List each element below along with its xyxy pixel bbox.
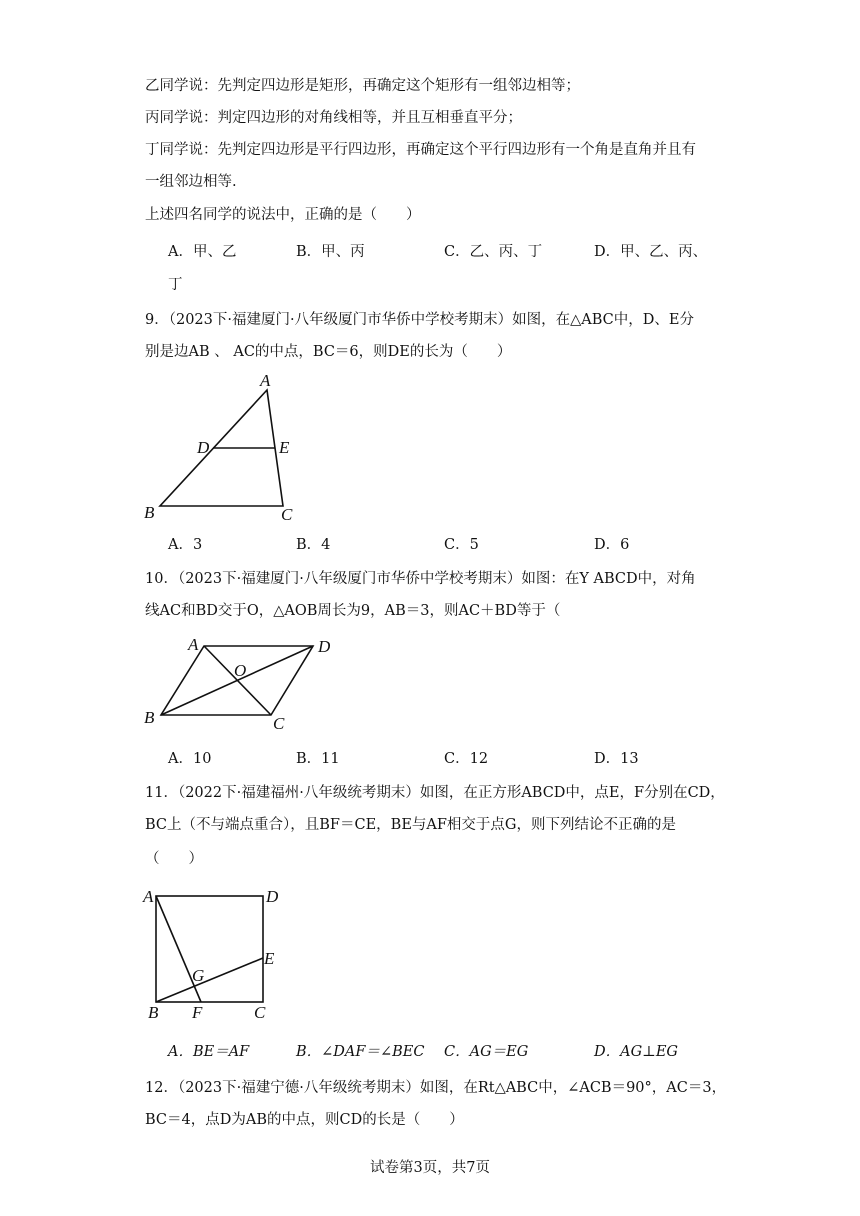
q9-label-a: A [260, 371, 271, 390]
q10-option-d: D．13 [594, 751, 639, 767]
q12-stem-line1: 12．（2023下·福建宁德·八年级统考期末）如图，在Rt△ABC中，∠ACB＝90°，AC＝3， [145, 1080, 727, 1096]
q11-square-figure [140, 880, 290, 1025]
q10-label-a: A [188, 635, 199, 654]
q11-label-c: C [254, 1003, 266, 1022]
q8-option-a: A．甲、乙 [168, 244, 237, 260]
q11-label-e: E [264, 949, 275, 968]
q11-label-b: B [148, 1003, 159, 1022]
q9-label-b: B [144, 503, 155, 522]
q9-option-b: B．4 [296, 537, 331, 553]
statement-ding-line2: 一组邻边相等. [145, 174, 237, 190]
q10-stem-line1: 10．（2023下·福建厦门·八年级厦门市华侨中学校考期末）如图：在Y ABCD中，对角 [145, 571, 696, 587]
q9-option-c: C．5 [444, 537, 479, 553]
q10-option-b: B．11 [296, 751, 340, 767]
q11-option-c: C．AG＝EG [444, 1044, 529, 1060]
q11-stem-line2: BC上（不与端点重合），且BF＝CE，BE与AF相交于点G，则下列结论不正确的是 [145, 817, 677, 833]
q9-triangle-figure [140, 370, 310, 525]
q10-option-a: A．10 [168, 751, 212, 767]
q11-label-f: F [192, 1003, 203, 1022]
q10-option-c: C．12 [444, 751, 489, 767]
q11-label-a: A [143, 887, 154, 906]
q9-label-c: C [281, 505, 293, 524]
statement-ding-line1: 丁同学说：先判定四边形是平行四边形，再确定这个平行四边形有一个角是直角并且有 [145, 142, 696, 158]
q11-stem-line1: 11．（2022下·福建福州·八年级统考期末）如图，在正方形ABCD中，点E，F分别在CD， [145, 785, 725, 801]
q10-label-c: C [273, 714, 285, 733]
page-footer: 试卷第3页，共7页 [370, 1160, 490, 1176]
q8-option-b: B．甲、丙 [296, 244, 365, 260]
q9-option-d: D．6 [594, 537, 630, 553]
q10-label-o: O [234, 661, 247, 680]
q11-stem-line3: （ ） [145, 851, 203, 867]
q9-stem-line1: 9．（2023下·福建厦门·八年级厦门市华侨中学校考期末）如图，在△ABC中，D、E分 [145, 312, 694, 328]
q10-label-d: D [318, 637, 331, 656]
q9-option-a: A．3 [168, 537, 203, 553]
q11-option-d: D．AG⊥EG [594, 1044, 678, 1060]
q11-option-a: A．BE＝AF [168, 1044, 250, 1060]
q11-option-b: B．∠DAF＝∠BEC [296, 1044, 425, 1060]
q9-label-d: D [197, 438, 210, 457]
statement-bing: 丙同学说：判定四边形的对角线相等，并且互相垂直平分； [145, 110, 522, 126]
q9-stem-line2: 别是边AB 、 AC的中点，BC＝6，则DE的长为（ ） [145, 344, 512, 360]
q8-option-c: C．乙、丙、丁 [444, 244, 543, 260]
q8-option-d-wrap: 丁 [168, 277, 183, 293]
q12-stem-line2: BC＝4，点D为AB的中点，则CD的长是（ ） [145, 1112, 464, 1128]
q11-label-d: D [266, 887, 279, 906]
q8-option-d: D．甲、乙、丙、 [594, 244, 708, 260]
q10-parallelogram-figure [140, 630, 350, 740]
q10-stem-line2: 线AC和BD交于O，△AOB周长为9，AB＝3，则AC＋BD等于（ [145, 603, 561, 619]
q9-label-e: E [279, 438, 290, 457]
statement-yi: 乙同学说：先判定四边形是矩形，再确定这个矩形有一组邻边相等； [145, 78, 580, 94]
q10-label-b: B [144, 708, 155, 727]
q11-label-g: G [192, 966, 205, 985]
q8-question: 上述四名同学的说法中，正确的是（ ） [145, 207, 421, 223]
